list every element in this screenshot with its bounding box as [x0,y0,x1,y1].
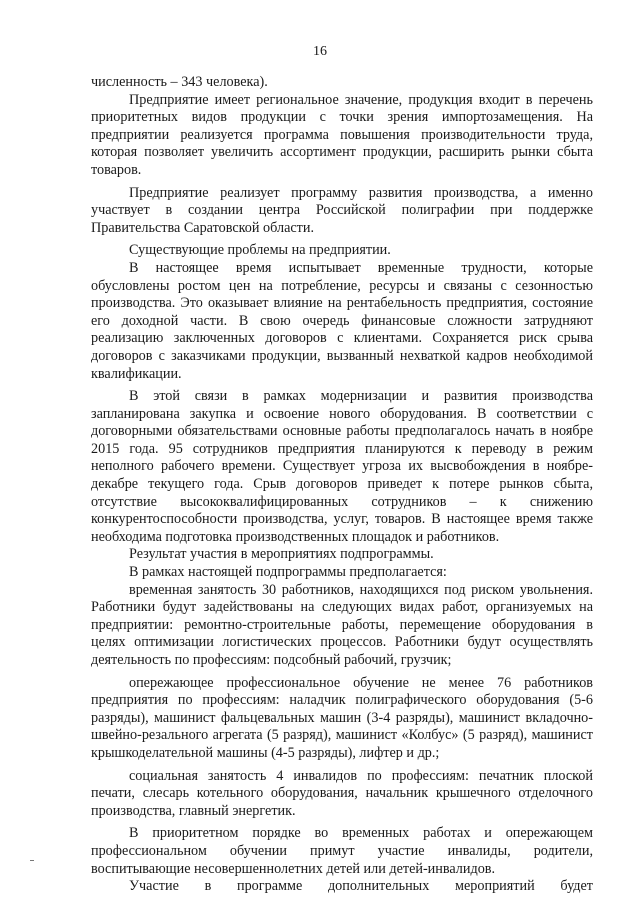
paragraph-temporary-difficulties: В настоящее время испытывает временные трудности, которые обусловлены ростом цен на потребление, ресурсы и связаны с сезонностью производства. Это оказывает влияние на рентабельность предприятия, состояние его доходной части. В свою очередь финансовые сложности затрудняют реализацию заключенных договоров с клиентами. Сохраняется риск срыва договоров с заказчиками продукции, вызванный нехваткой кадров необходимой квалификации. [91,259,593,382]
paragraph-social-employment: социальная занятость 4 инвалидов по профессиям: печатник плоской печати, слесарь котельного оборудования, начальник крышечного отделочного производства, главный энергетик. [91,767,593,819]
paragraph-modernization: В этой связи в рамках модернизации и развития производства запланирована закупка и освоение нового оборудования. В соответствии с договорными обязательствами основные работы предполагалось начать в ноябре 2015 года. 95 сотрудников предприятия планируются к переводу в режим неполного рабочего времени. Существует угроза их высвобождения в ноябре-декабре текущего года. Срыв договоров приведет к потере рынков сбыта, отсутствие высококвалифицированных сотрудников – к снижению конкурентоспособности производства, услуг, товаров. В настоящее время также необходима подготовка производственных площадок и работников. [91,388,593,545]
paragraph-problems-heading: Существующие проблемы на предприятии. [129,242,391,259]
paragraph-priority-order: В приоритетном порядке во временных работах и опережающем профессиональном обучении примут участие инвалиды, родители, воспитывающие несовершеннолетних детей или детей-инвалидов. [91,825,593,877]
paragraph-result-heading: Результат участия в мероприятиях подпрограммы. [129,546,434,563]
paragraph-intro-continuation: численность – 343 человека). [91,74,268,90]
paragraph-development-program: Предприятие реализует программу развития производства, а именно участвует в создании центра Российской полиграфии при поддержке Правительства Саратовской области. [91,184,593,236]
paragraph-regional-significance: Предприятие имеет региональное значение, продукция входит в перечень приоритетных видов продукции с точки зрения импортозамещения. На предприятии реализуется программа повышения производительности труда, которая позволяет увеличить ассортимент продукции, расширить рынки сбыта товаров. [91,91,593,178]
page-number: 16 [313,44,327,59]
paragraph-participation: Участие в программе дополнительных мероприятий будет [129,878,593,895]
paragraph-temporary-employment: временная занятость 30 работников, находящихся под риском увольнения. Работники будут задействованы на следующих видах работ, организуемых на предприятии: ремонтно-строительные работы, перемещение оборудования в целях оптимизации логистических процессов. Работники будут осуществлять деятельность по профессиям: подсобный рабочий, грузчик; [91,581,593,668]
scan-artifact-mark [30,860,34,861]
paragraph-advanced-training: опережающее профессиональное обучение не менее 76 работников предприятия по профессиям: наладчик полиграфического оборудования (5-6 разряды), машинист фальцевальных машин (3-4 разряды), машинист вкладочно-швейно-резального агрегата (5 разряд), машинист «Колбус» (5 разряд), машинист крышкоделательной машины (4-5 разряды), лифтер и др.; [91,674,593,761]
document-body [91,74,593,896]
paragraph-subprogram-intro: В рамках настоящей подпрограммы предполагается: [129,564,447,581]
